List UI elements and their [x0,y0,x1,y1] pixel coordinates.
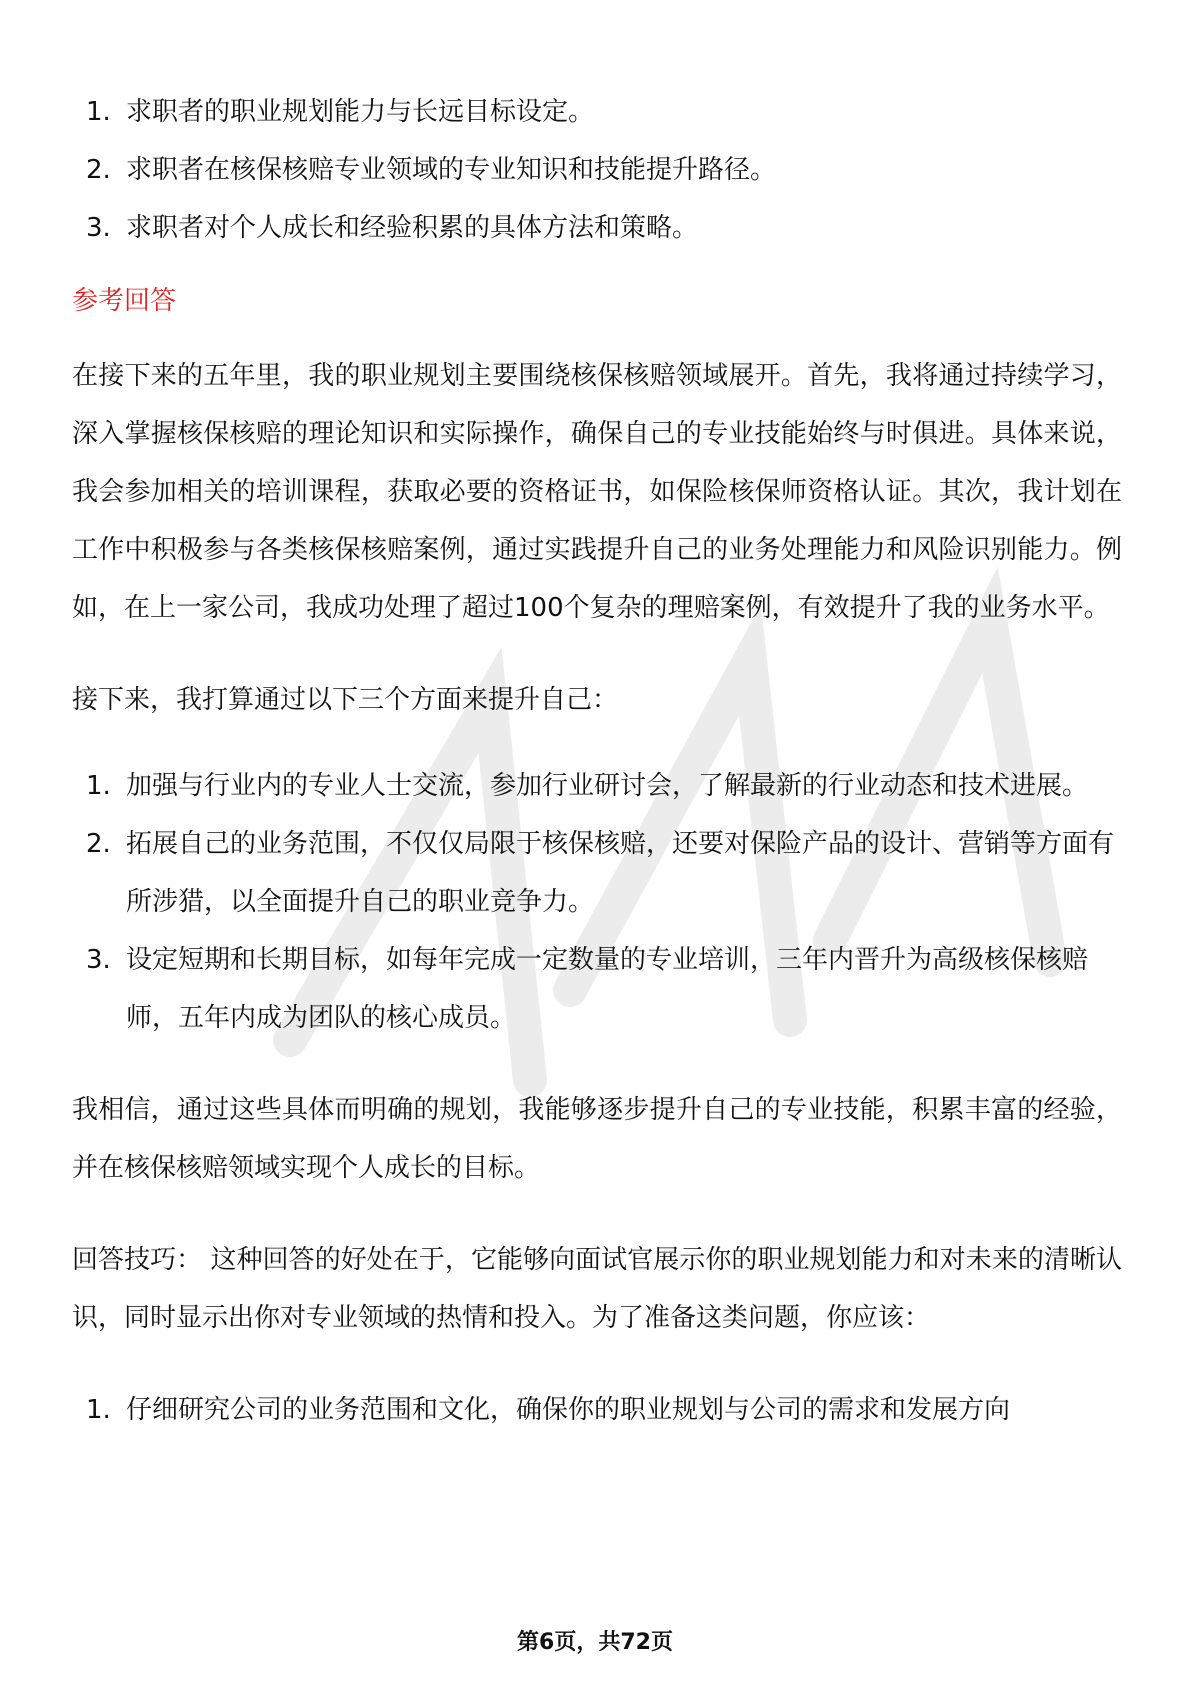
tips-paragraph: 回答技巧： 这种回答的好处在于，它能够向面试官展示你的职业规划能力和对未来的清晰认识，同时显示出你对专业领域的热情和投入。为了准备这类问题，你应该： [72,1245,1122,1333]
list-item-text: 求职者的职业规划能力与长远目标设定。 [126,97,595,127]
list-item-text: 设定短期和长期目标，如每年完成一定数量的专业培训，三年内晋升为高级核保核赔师，五年内成为团队的核心成员。 [126,945,1089,1033]
list-item [72,141,1122,199]
tips-list [72,1381,1122,1439]
list-item [72,815,1122,931]
answer-paragraph-1: 在接下来的五年里，我的职业规划主要围绕核保核赔领域展开。首先，我将通过持续学习，深入掌握核保核赔的理论知识和实际操作，确保自己的专业技能始终与时俱进。具体来说，我会参加相关的培训课程，获取必要的资格证书，如保险核保师资格认证。其次，我计划在工作中积极参与各类核保核赔案例，通过实践提升自己的业务处理能力和风险识别能力。例如，在上一家公司，我成功处理了超过100个复杂的理赔案例，有效提升了我的业务水平。 [72,361,1122,623]
improvement-list [72,757,1122,1047]
list-number: 3. [86,945,111,975]
list-item-text: 仔细研究公司的业务范围和文化，确保你的职业规划与公司的需求和发展方向 [126,1395,1011,1425]
list-number: 1. [86,771,111,801]
list-item [72,1381,1122,1439]
list-number: 2. [86,155,111,185]
focus-points-list [72,83,1122,257]
list-number: 1. [86,97,111,127]
list-item [72,757,1122,815]
list-item-text: 拓展自己的业务范围，不仅仅局限于核保核赔，还要对保险产品的设计、营销等方面有所涉猎，以全面提升自己的职业竞争力。 [126,829,1115,917]
list-item [72,931,1122,1047]
list-item-text: 求职者在核保核赔专业领域的专业知识和技能提升路径。 [126,155,777,185]
list-number: 2. [86,829,111,859]
list-item-text: 加强与行业内的专业人士交流，参加行业研讨会，了解最新的行业动态和技术进展。 [126,771,1089,801]
answer-paragraph-3: 我相信，通过这些具体而明确的规划，我能够逐步提升自己的专业技能，积累丰富的经验，并在核保核赔领域实现个人成长的目标。 [72,1095,1122,1183]
list-number: 1. [86,1395,111,1425]
list-item [72,83,1122,141]
list-item [72,199,1122,257]
reference-answer-heading: 参考回答 [72,286,177,316]
list-item-text: 求职者对个人成长和经验积累的具体方法和策略。 [126,213,699,243]
list-number: 3. [86,213,111,243]
page-footer: 第6页，共72页 [517,1630,673,1655]
answer-paragraph-2: 接下来，我打算通过以下三个方面来提升自己： [72,685,619,715]
main-content [72,83,1122,1439]
